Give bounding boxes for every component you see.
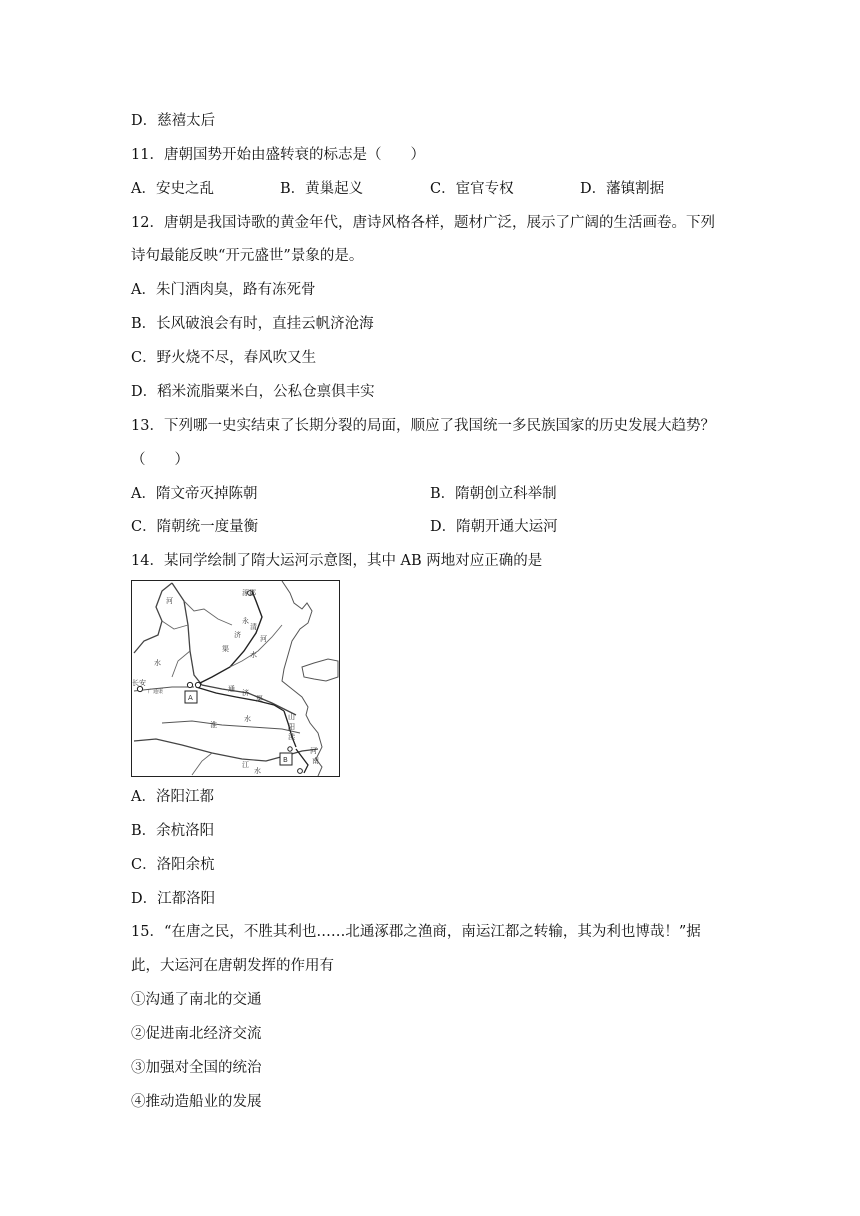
huai-river — [162, 721, 300, 733]
changan-label: 长安 — [132, 679, 146, 687]
peninsula — [302, 659, 338, 681]
yuhang-dot — [298, 769, 303, 774]
q12-option-a: A．朱门酒肉臭，路有冻死骨 — [131, 282, 316, 298]
luoyang-dot-2 — [195, 682, 200, 687]
yongji-label-1: 永 — [242, 617, 249, 625]
question-15-line-1: 15．“在唐之民，不胜其利也……北通涿郡之渔商，南运江都之转输，其为利也博哉！”据 — [131, 924, 701, 940]
question-12-line-1: 12．唐朝是我国诗歌的黄金年代，唐诗风格各样，题材广泛，展示了广阔的生活画卷。下列 — [131, 215, 715, 231]
luoyang-dot — [187, 682, 192, 687]
tongji-canal — [196, 687, 284, 711]
huai-label: 淮 — [210, 721, 217, 729]
q14-option-d: D．江都洛阳 — [131, 891, 216, 907]
jiangnan-label-2: 南 — [312, 757, 319, 765]
q15-statement-4: ④推动造船业的发展 — [131, 1094, 262, 1110]
question-13-line-2: （ ） — [131, 452, 189, 468]
q12-option-d: D．稻米流脂粟米白，公私仓禀俱丰实 — [131, 384, 375, 400]
q11-option-c: C．宦官专权 — [430, 181, 514, 197]
q14-option-a: A．洛阳江都 — [131, 789, 214, 805]
question-13-line-1: 13．下列哪一史实结束了长期分裂的局面，顺应了我国统一多民族国家的历史发展大趋势？ — [131, 418, 715, 434]
box-a-label: A — [188, 694, 193, 702]
question-15-line-2: 此，大运河在唐朝发挥的作用有 — [131, 958, 334, 974]
q11-option-a: A．安史之乱 — [131, 181, 214, 197]
q10-option-d: D．慈禧太后 — [131, 113, 216, 129]
tributary-2 — [162, 621, 188, 629]
qinghe-label-3: 水 — [250, 651, 257, 659]
q11-option-d: D．藩镇割据 — [580, 181, 665, 197]
q15-statement-1: ①沟通了南北的交通 — [131, 992, 262, 1008]
q14-option-c: C．洛阳余杭 — [131, 857, 215, 873]
box-b-label: B — [283, 756, 288, 764]
qinghe-label-2: 河 — [260, 635, 267, 643]
yongji-canal — [196, 591, 262, 685]
question-11: 11．唐朝国势开始由盛转衰的标志是（ ） — [131, 147, 425, 163]
yangtze-trib — [192, 753, 212, 775]
river-shui-label: 水 — [154, 659, 161, 667]
canal-map-svg — [132, 581, 339, 776]
qinghe-label-1: 清 — [250, 623, 257, 631]
tongji-label-2: 济 — [242, 689, 249, 697]
hangou-label-3: 渎 — [288, 733, 295, 741]
question-14: 14．某同学绘制了隋大运河示意图，其中 AB 两地对应正确的是 — [131, 553, 543, 569]
zhuojun-label: 涿郡 — [242, 589, 256, 597]
q14-option-b: B．余杭洛阳 — [131, 823, 215, 839]
q13-option-b: B．隋朝创立科举制 — [430, 486, 557, 502]
yongji-label-3: 渠 — [222, 645, 229, 653]
changan-dot — [137, 686, 142, 691]
river-he-label: 河 — [166, 597, 173, 605]
tongji-label-3: 渠 — [256, 695, 263, 703]
jiang-label: 江 — [242, 761, 249, 769]
q15-statement-3: ③加强对全国的统治 — [131, 1060, 262, 1076]
question-12-line-2: 诗句最能反映“开元盛世”景象的是。 — [131, 248, 364, 264]
huai-shui-label: 水 — [244, 715, 251, 723]
tongji-label-1: 通 — [228, 685, 235, 693]
q15-statement-2: ②促进南北经济交流 — [131, 1026, 262, 1042]
grand-canal-map — [131, 580, 340, 777]
q13-option-c: C．隋朝统一度量衡 — [131, 519, 259, 535]
q12-option-c: C．野火烧不尽，春风吹又生 — [131, 350, 317, 366]
tributary-1 — [184, 601, 232, 625]
q11-option-b: B．黄巢起义 — [280, 181, 364, 197]
hangou-label-2: 阳 — [288, 723, 295, 731]
yongji-label-2: 济 — [234, 631, 241, 639]
jiangdu-dot — [288, 747, 292, 751]
guangtong-label: 广通渠 — [148, 689, 164, 695]
jiangnan-label-1: 河 — [310, 747, 317, 755]
hangou-label-1: 山 — [288, 713, 295, 721]
q12-option-b: B．长风破浪会有时，直挂云帆济沧海 — [131, 316, 374, 332]
q13-option-d: D．隋朝开通大运河 — [430, 519, 558, 535]
q13-option-a: A．隋文帝灭掉陈朝 — [131, 486, 258, 502]
jiang-shui-label: 水 — [254, 767, 261, 775]
yellow-river — [134, 583, 296, 715]
tributary-3 — [172, 651, 190, 677]
